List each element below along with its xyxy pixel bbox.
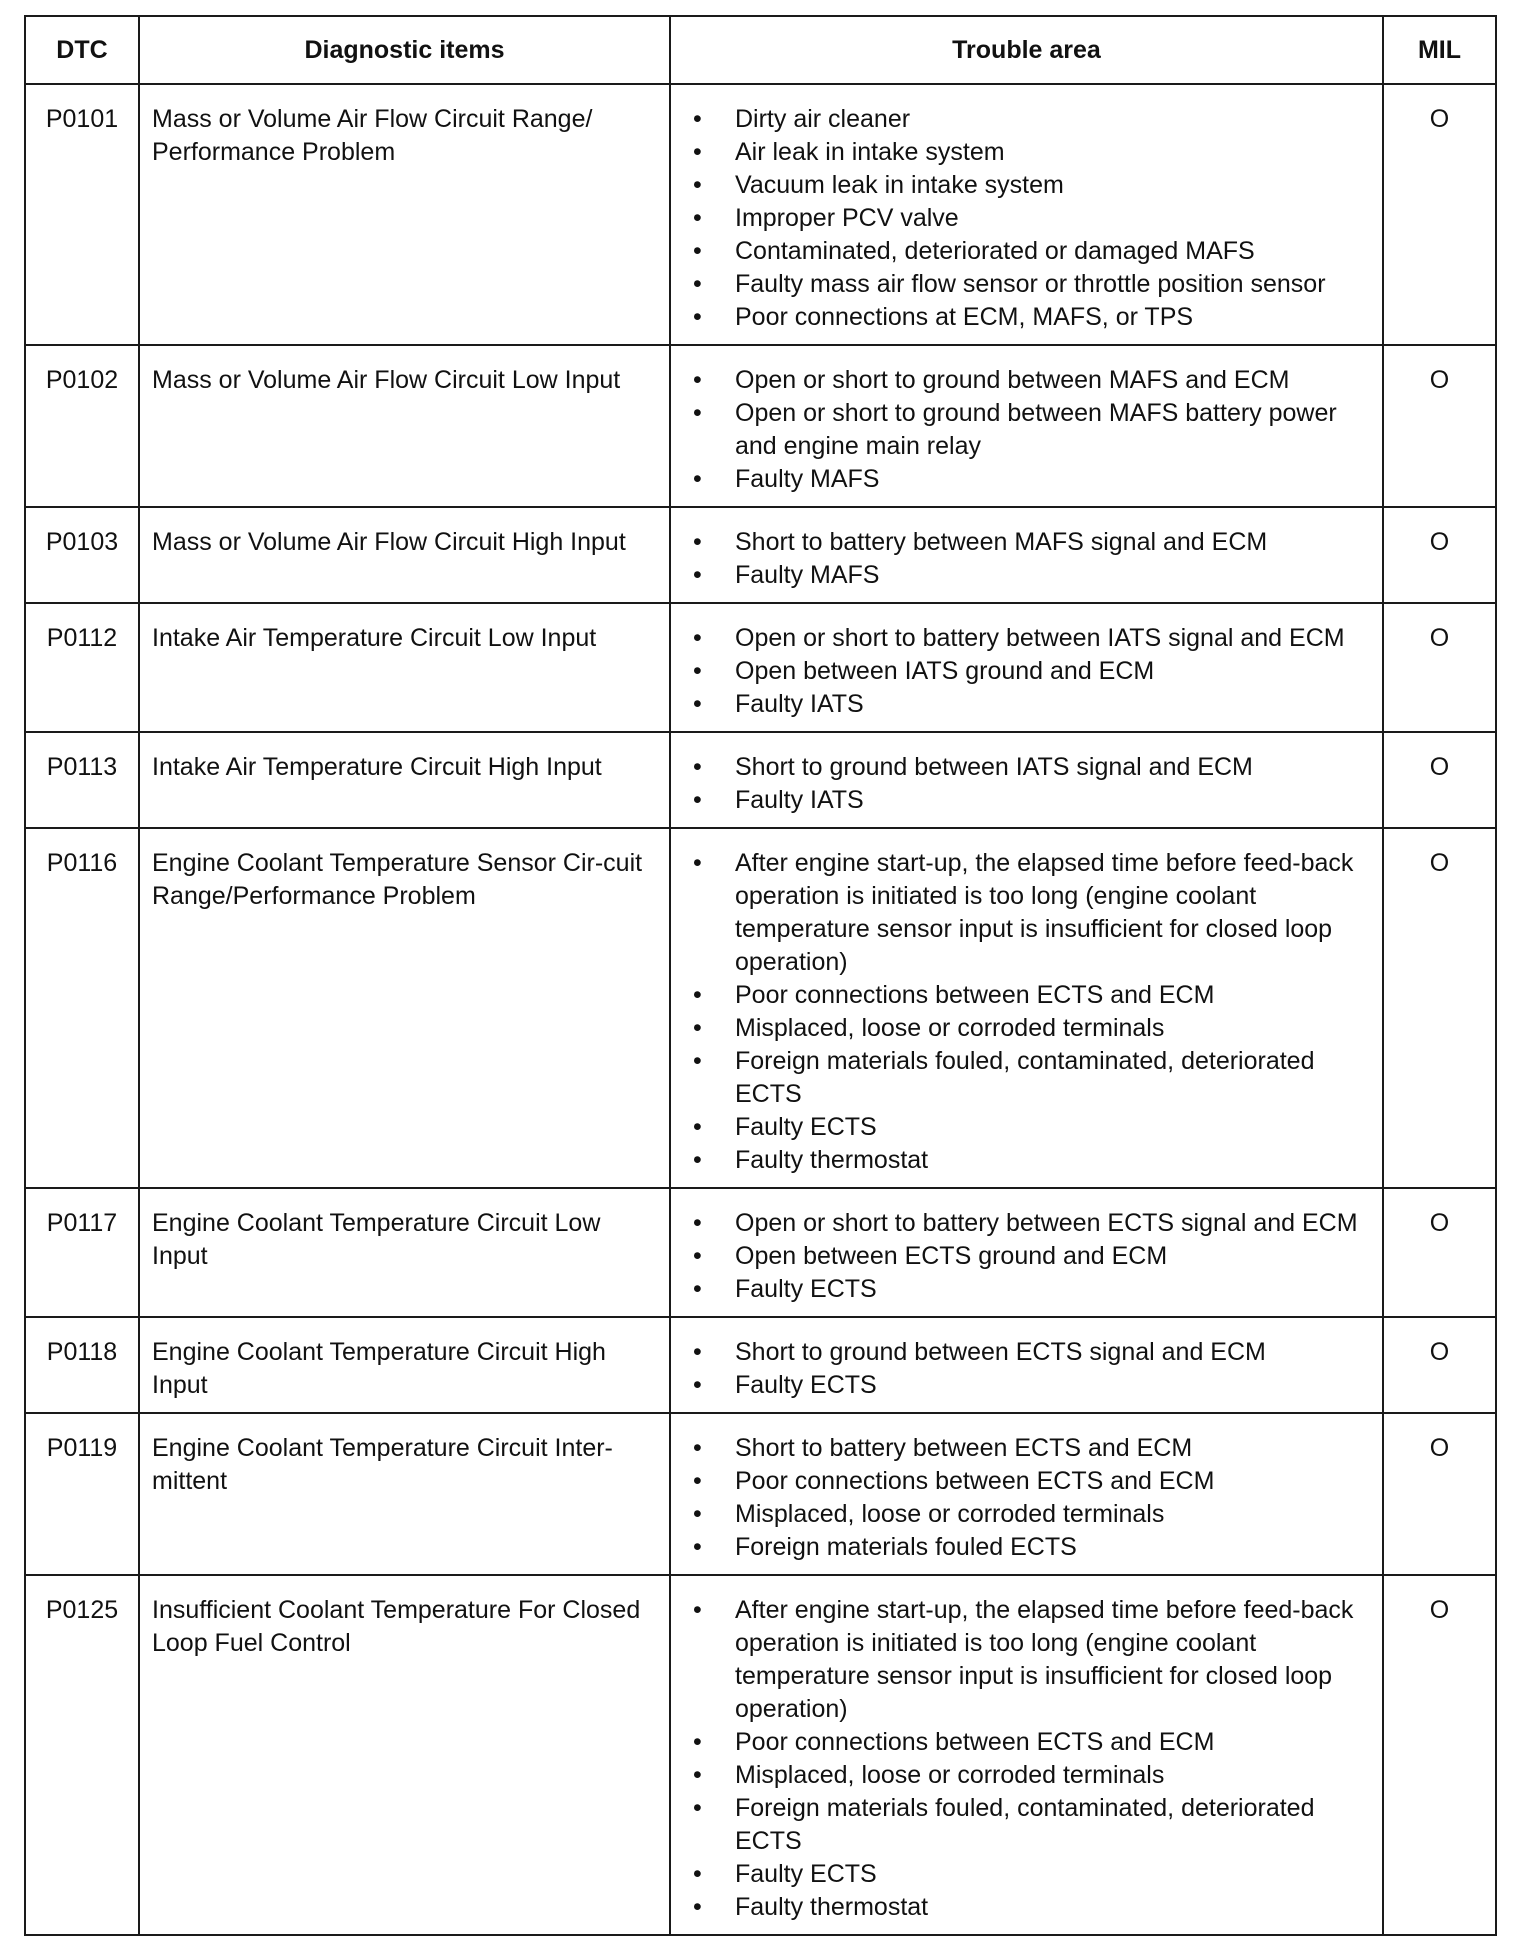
- trouble-area-item: • Foreign materials fouled, contaminated, deteriorated ECTS: [679, 1045, 1374, 1111]
- trouble-area-item: • Misplaced, loose or corroded terminals: [679, 1759, 1374, 1792]
- diagnostic-item: Engine Coolant Temperature Circuit Low Input: [139, 1188, 670, 1317]
- mil-indicator: O: [1383, 84, 1496, 345]
- trouble-area-list: [679, 1336, 1374, 1402]
- trouble-area-item: • Faulty MAFS: [679, 559, 1374, 592]
- trouble-area-item: • Short to battery between ECTS and ECM: [679, 1432, 1374, 1465]
- trouble-area-item: • Open between ECTS ground and ECM: [679, 1240, 1374, 1273]
- trouble-area-item: • Foreign materials fouled ECTS: [679, 1531, 1374, 1564]
- trouble-area-item: • Poor connections between ECTS and ECM: [679, 979, 1374, 1012]
- diagnostic-item: Engine Coolant Temperature Circuit Inter-mittent: [139, 1413, 670, 1575]
- trouble-area-item: • Open or short to ground between MAFS and ECM: [679, 364, 1374, 397]
- table-row: [25, 828, 1496, 1188]
- diagnostic-item: Engine Coolant Temperature Sensor Cir-cuit Range/Performance Problem: [139, 828, 670, 1188]
- table-row: [25, 1575, 1496, 1935]
- trouble-area-list: [679, 847, 1374, 1177]
- trouble-area: [670, 1317, 1383, 1413]
- trouble-area-list: [679, 1207, 1374, 1306]
- trouble-area-item: • Faulty ECTS: [679, 1111, 1374, 1144]
- trouble-area: [670, 345, 1383, 507]
- trouble-area-item: • Open between IATS ground and ECM: [679, 655, 1374, 688]
- trouble-area-item: • Faulty IATS: [679, 784, 1374, 817]
- mil-indicator: O: [1383, 603, 1496, 732]
- trouble-area-item: • Air leak in intake system: [679, 136, 1374, 169]
- dtc-code: P0119: [25, 1413, 139, 1575]
- trouble-area-list: [679, 526, 1374, 592]
- table-row: [25, 732, 1496, 828]
- trouble-area-list: [679, 751, 1374, 817]
- header-row: [25, 16, 1496, 84]
- trouble-area-list: [679, 1432, 1374, 1564]
- diagnostic-item: Engine Coolant Temperature Circuit High Input: [139, 1317, 670, 1413]
- dtc-code: P0117: [25, 1188, 139, 1317]
- mil-indicator: O: [1383, 507, 1496, 603]
- table-row: [25, 1413, 1496, 1575]
- dtc-table: [24, 15, 1497, 1936]
- trouble-area-item: • After engine start-up, the elapsed time before feed-back operation is initiated is too long (engine coolant temperature sensor input is insufficient for closed loop operation): [679, 1594, 1374, 1726]
- diagnostic-item: Mass or Volume Air Flow Circuit Low Input: [139, 345, 670, 507]
- trouble-area-item: • Open or short to ground between MAFS battery power and engine main relay: [679, 397, 1374, 463]
- mil-indicator: O: [1383, 1575, 1496, 1935]
- table-row: [25, 603, 1496, 732]
- trouble-area-item: • Poor connections between ECTS and ECM: [679, 1726, 1374, 1759]
- trouble-area-item: • Faulty mass air flow sensor or throttle position sensor: [679, 268, 1374, 301]
- trouble-area: [670, 1413, 1383, 1575]
- trouble-area-item: • Short to ground between IATS signal and ECM: [679, 751, 1374, 784]
- trouble-area-item: • Open or short to battery between ECTS signal and ECM: [679, 1207, 1374, 1240]
- table-body: [25, 84, 1496, 1935]
- table-row: [25, 1317, 1496, 1413]
- table-row: [25, 1188, 1496, 1317]
- mil-indicator: O: [1383, 828, 1496, 1188]
- mil-indicator: O: [1383, 1317, 1496, 1413]
- diagnostic-item: Mass or Volume Air Flow Circuit High Input: [139, 507, 670, 603]
- dtc-code: P0118: [25, 1317, 139, 1413]
- trouble-area-item: • Faulty IATS: [679, 688, 1374, 721]
- mil-indicator: O: [1383, 1188, 1496, 1317]
- trouble-area-item: • Dirty air cleaner: [679, 103, 1374, 136]
- dtc-code: P0112: [25, 603, 139, 732]
- trouble-area-item: • Faulty ECTS: [679, 1273, 1374, 1306]
- table-row: [25, 84, 1496, 345]
- trouble-area-item: • After engine start-up, the elapsed time before feed-back operation is initiated is too long (engine coolant temperature sensor input is insufficient for closed loop operation): [679, 847, 1374, 979]
- diagnostic-item: Intake Air Temperature Circuit Low Input: [139, 603, 670, 732]
- diagnostic-item: Insufficient Coolant Temperature For Closed Loop Fuel Control: [139, 1575, 670, 1935]
- dtc-code: P0113: [25, 732, 139, 828]
- diagnostic-item: Mass or Volume Air Flow Circuit Range/ Performance Problem: [139, 84, 670, 345]
- trouble-area-list: [679, 622, 1374, 721]
- table-header: [25, 16, 1496, 84]
- trouble-area: [670, 732, 1383, 828]
- dtc-code: P0102: [25, 345, 139, 507]
- mil-indicator: O: [1383, 1413, 1496, 1575]
- diagnostic-item: Intake Air Temperature Circuit High Input: [139, 732, 670, 828]
- trouble-area: [670, 1575, 1383, 1935]
- trouble-area: [670, 1188, 1383, 1317]
- trouble-area-item: • Short to ground between ECTS signal and ECM: [679, 1336, 1374, 1369]
- trouble-area-list: [679, 364, 1374, 496]
- trouble-area-item: • Faulty thermostat: [679, 1891, 1374, 1924]
- table-row: [25, 345, 1496, 507]
- trouble-area-item: • Foreign materials fouled, contaminated, deteriorated ECTS: [679, 1792, 1374, 1858]
- trouble-area-item: • Poor connections at ECM, MAFS, or TPS: [679, 301, 1374, 334]
- header-trouble-area: Trouble area: [670, 16, 1383, 84]
- trouble-area-list: [679, 103, 1374, 334]
- trouble-area: [670, 603, 1383, 732]
- trouble-area-item: • Misplaced, loose or corroded terminals: [679, 1498, 1374, 1531]
- trouble-area: [670, 507, 1383, 603]
- trouble-area-item: • Faulty ECTS: [679, 1369, 1374, 1402]
- trouble-area: [670, 828, 1383, 1188]
- header-dtc: DTC: [25, 16, 139, 84]
- dtc-code: P0101: [25, 84, 139, 345]
- trouble-area-item: • Vacuum leak in intake system: [679, 169, 1374, 202]
- dtc-code: P0125: [25, 1575, 139, 1935]
- trouble-area-item: • Contaminated, deteriorated or damaged MAFS: [679, 235, 1374, 268]
- mil-indicator: O: [1383, 345, 1496, 507]
- trouble-area-item: • Improper PCV valve: [679, 202, 1374, 235]
- trouble-area-item: • Short to battery between MAFS signal and ECM: [679, 526, 1374, 559]
- dtc-code: P0116: [25, 828, 139, 1188]
- header-diagnostic-items: Diagnostic items: [139, 16, 670, 84]
- mil-indicator: O: [1383, 732, 1496, 828]
- trouble-area-item: • Faulty MAFS: [679, 463, 1374, 496]
- dtc-code: P0103: [25, 507, 139, 603]
- trouble-area-list: [679, 1594, 1374, 1924]
- trouble-area: [670, 84, 1383, 345]
- trouble-area-item: • Poor connections between ECTS and ECM: [679, 1465, 1374, 1498]
- header-mil: MIL: [1383, 16, 1496, 84]
- trouble-area-item: • Faulty thermostat: [679, 1144, 1374, 1177]
- trouble-area-item: • Open or short to battery between IATS signal and ECM: [679, 622, 1374, 655]
- table-row: [25, 507, 1496, 603]
- trouble-area-item: • Faulty ECTS: [679, 1858, 1374, 1891]
- trouble-area-item: • Misplaced, loose or corroded terminals: [679, 1012, 1374, 1045]
